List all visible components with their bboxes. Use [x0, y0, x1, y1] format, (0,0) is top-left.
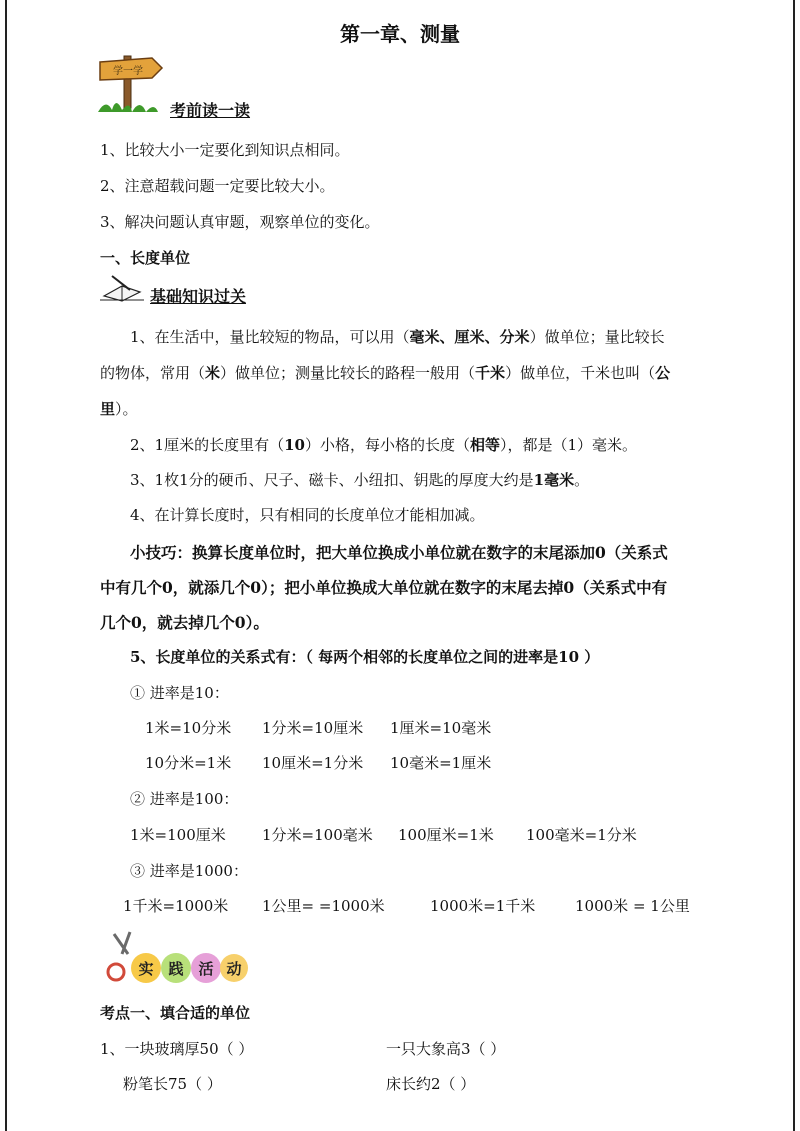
badge-char-1: 实 [138, 960, 154, 978]
paragraph-1-line-1: 1、在生活中，量比较短的物品，可以用（毫米、厘米、分米）做单位；量比较长 [130, 328, 665, 346]
signpost-icon [96, 46, 168, 116]
rate-100-item: 100厘米=1米 [398, 826, 494, 844]
rate-10-item: 1厘米=10毫米 [390, 719, 492, 737]
rate-10-item: 1分米=10厘米 [262, 719, 364, 737]
signpost-text: 学一学 [113, 66, 143, 77]
rate-1000-item: 1公里= =1000米 [262, 897, 385, 915]
rate-1000-item: 1千米=1000米 [123, 897, 229, 915]
rate-10-item: 1米=10分米 [145, 719, 232, 737]
intro-item-3: 3、解决问题认真审题，观察单位的变化。 [100, 213, 380, 231]
tip-line-1: 小技巧：换算长度单位时，把大单位换成小单位就在数字的末尾添加0（关系式 [130, 543, 668, 562]
practice-activity-badge [100, 928, 250, 988]
paragraph-1-line-2: 的物体，常用（米）做单位；测量比较长的路程一般用（千米）做单位，千米也叫（公 [100, 364, 671, 382]
intro-item-1: 1、比较大小一定要化到知识点相同。 [100, 141, 350, 159]
section-heading-length-units: 一、长度单位 [100, 249, 191, 267]
rate-1000-label: ③ 进率是1000： [130, 862, 248, 880]
question-2b: 床长约2（ ） [386, 1075, 476, 1093]
rate-1000-item: 1000米=1千米 [430, 897, 536, 915]
rate-10-label: ① 进率是10： [130, 684, 229, 702]
paragraph-5: 5、长度单位的关系式有：（ 每两个相邻的长度单位之间的进率是10 ） [130, 648, 600, 666]
page-border-right [793, 0, 795, 1131]
tip-line-2: 中有几个0，就添几个0）；把小单位换成大单位就在数字的末尾去掉0（关系式中有 [100, 578, 668, 597]
question-1a: 1、一块玻璃厚50（ ） [100, 1040, 254, 1058]
rate-1000-item: 1000米 = 1公里 [575, 897, 690, 915]
rate-100-item: 100毫米=1分米 [526, 826, 637, 844]
badge-char-4: 动 [226, 960, 242, 978]
badge-char-2: 践 [168, 960, 184, 978]
paragraph-1-line-3: 里）。 [100, 400, 138, 418]
banner-exam-reading: 考前读一读 [170, 101, 251, 120]
rate-100-item: 1分米=100毫米 [262, 826, 373, 844]
banner-basic-knowledge: 基础知识过关 [150, 287, 247, 306]
question-2a: 粉笔长75（ ） [123, 1075, 222, 1093]
question-1b: 一只大象高3（ ） [386, 1040, 506, 1058]
rate-10-item: 10分米=1米 [145, 754, 232, 772]
rate-10-item: 10厘米=1分米 [262, 754, 364, 772]
rate-100-item: 1米=100厘米 [130, 826, 226, 844]
rate-10-item: 10毫米=1厘米 [390, 754, 492, 772]
paragraph-2: 2、1厘米的长度里有（10）小格，每小格的长度（相等），都是（1）毫米。 [130, 436, 638, 454]
page-title: 第一章、测量 [340, 22, 460, 46]
paragraph-4: 4、在计算长度时，只有相同的长度单位才能相加减。 [130, 506, 485, 524]
page-border-left [5, 0, 7, 1131]
intro-item-2: 2、注意超载问题一定要比较大小。 [100, 177, 335, 195]
practice-heading: 考点一、填合适的单位 [100, 1004, 251, 1022]
paragraph-3: 3、1枚1分的硬币、尺子、磁卡、小纽扣、钥匙的厚度大约是1毫米。 [130, 471, 590, 489]
book-pen-icon [100, 272, 144, 302]
tip-line-3: 几个0，就去掉几个0）。 [100, 613, 269, 632]
badge-char-3: 活 [198, 960, 214, 978]
rate-100-label: ② 进率是100： [130, 790, 239, 808]
